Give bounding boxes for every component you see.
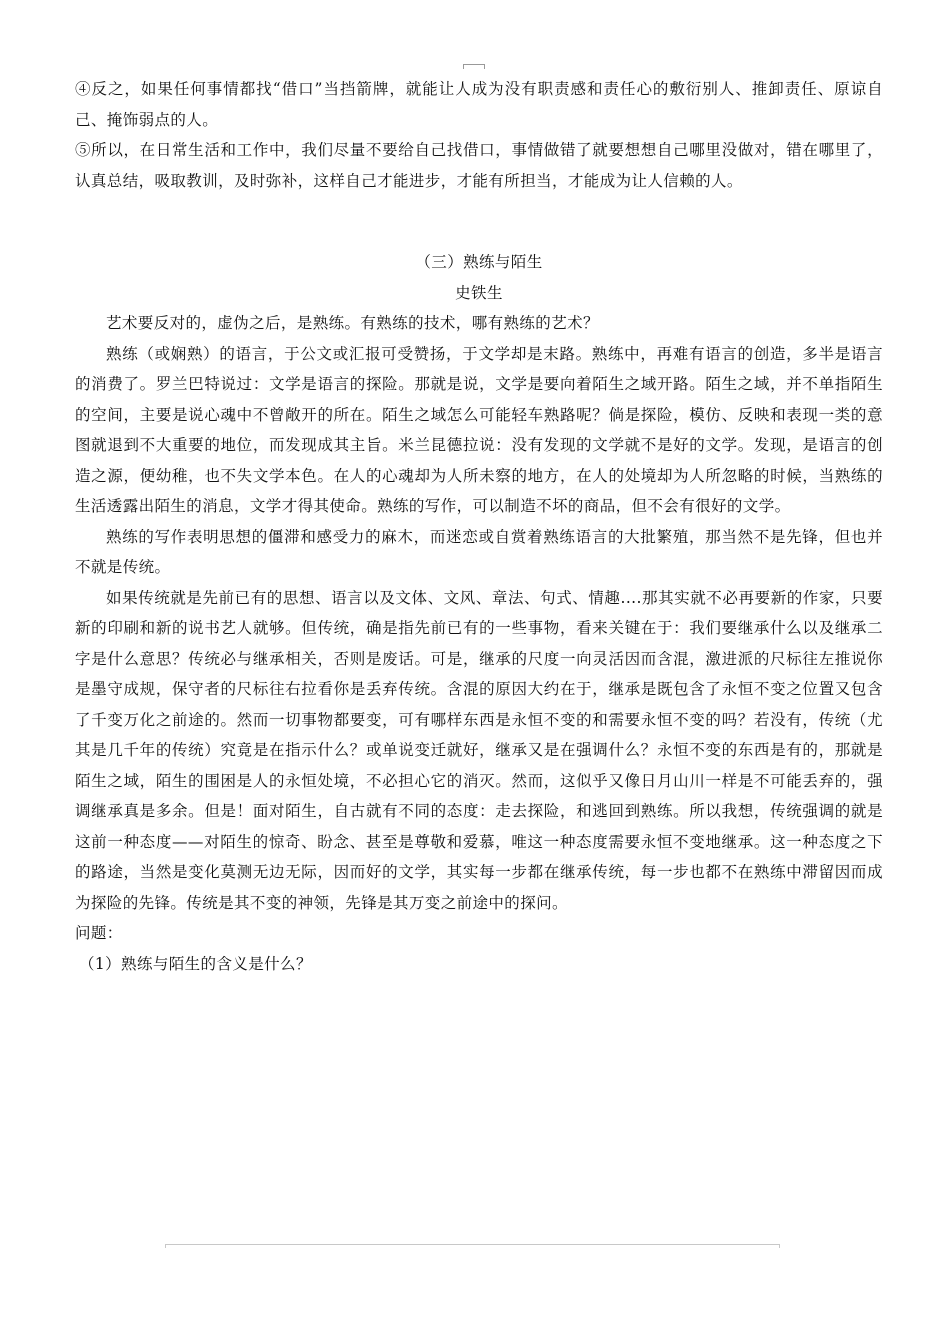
article-author: 史铁生	[455, 283, 503, 302]
question-item: （1）熟练与陌生的含义是什么？	[79, 954, 312, 973]
article-paragraph: 如果传统就是先前已有的思想、语言以及文体、文风、章法、句式、情趣....那其实就不必再要新的作家，只要新的印刷和新的说书艺人就够。但传统，确是指先前已有的一些事物，看来关键在于：我们要继承什么以及继承二字是什么意思？传统必与继承相关，否则是废话。可是，继承的尺度一向灵活因而含混，激进派的尺标往左推说你是墨守成规，保守者的尺标往右拉看你是丢弃传统。含混的原因大约在于，继承是既包含了永恒不变之位置又包含了千变万化之前途的。然而一切事物都要变，可有哪样东西是永恒不变的和需要永恒不变的吗？若没有，传统（尤其是几千年的传统）究竟是在指示什么？或单说变迁就好，继承又是在强调什么？永恒不变的东西是有的，那就是陌生之域，陌生的围困是人的永恒处境，不必担心它的消灭。然而，这似乎又像日月山川一样是不可能丢弃的，强调继承真是多余。但是！面对陌生，自古就有不同的态度：走去探险，和逃回到熟练。所以我想，传统强调的就是这前一种态度——对陌生的惊奇、盼念、甚至是尊敬和爱慕，唯这一种态度需要永恒不变地继承。这一种态度之下的路途，当然是变化莫测无边无际，因而好的文学，其实每一步都在继承传统，每一步也都不在熟练中滞留因而成为探险的先锋。传统是其不变的神领，先锋是其万变之前途中的探问。	[75, 588, 883, 912]
document-body	[75, 74, 883, 979]
article-title: （三）熟练与陌生	[415, 253, 543, 271]
article-paragraph: 熟练（或娴熟）的语言，于公文或汇报可受赞扬，于文学却是末路。熟练中，再难有语言的创造，多半是语言的消费了。罗兰巴特说过：文学是语言的探险。那就是说，文学是要向着陌生之域开路。陌生之域，并不单指陌生的空间，主要是说心魂中不曾敞开的所在。陌生之域怎么可能轻车熟路呢？倘是探险，模仿、反映和表现一类的意图就退到不大重要的地位，而发现成其主旨。米兰昆德拉说：没有发现的文学就不是好的文学。发现，是语言的创造之源，便幼稚，也不失文学本色。在人的心魂却为人所未察的地方，在人的处境却为人所忽略的时候，当熟练的生活透露出陌生的消息，文学才得其使命。熟练的写作，可以制造不坏的商品，但不会有很好的文学。	[75, 344, 883, 515]
paragraph-4: ④反之，如果任何事情都找“借口”当挡箭牌，就能让人成为没有职责感和责任心的敷衍别人、推卸责任、原谅自己、掩饰弱点的人。	[75, 80, 883, 129]
page-footer-rule	[165, 1244, 780, 1248]
paragraph-5: ⑤所以，在日常生活和工作中，我们尽量不要给自己找借口，事情做错了就要想想自己哪里没做对，错在哪里了，认真总结，吸取教训，及时弥补，这样自己才能进步，才能有所担当，才能成为让人信赖的人。	[75, 141, 883, 190]
questions-heading: 问题：	[75, 924, 123, 942]
article-paragraph: 熟练的写作表明思想的僵滞和感受力的麻木，而迷恋或自赏着熟练语言的大批繁殖，那当然不是先锋，但也并不就是传统。	[75, 527, 883, 576]
article-paragraph: 艺术要反对的，虚伪之后，是熟练。有熟练的技术，哪有熟练的艺术？	[106, 314, 599, 332]
page-header-mark	[463, 64, 485, 69]
